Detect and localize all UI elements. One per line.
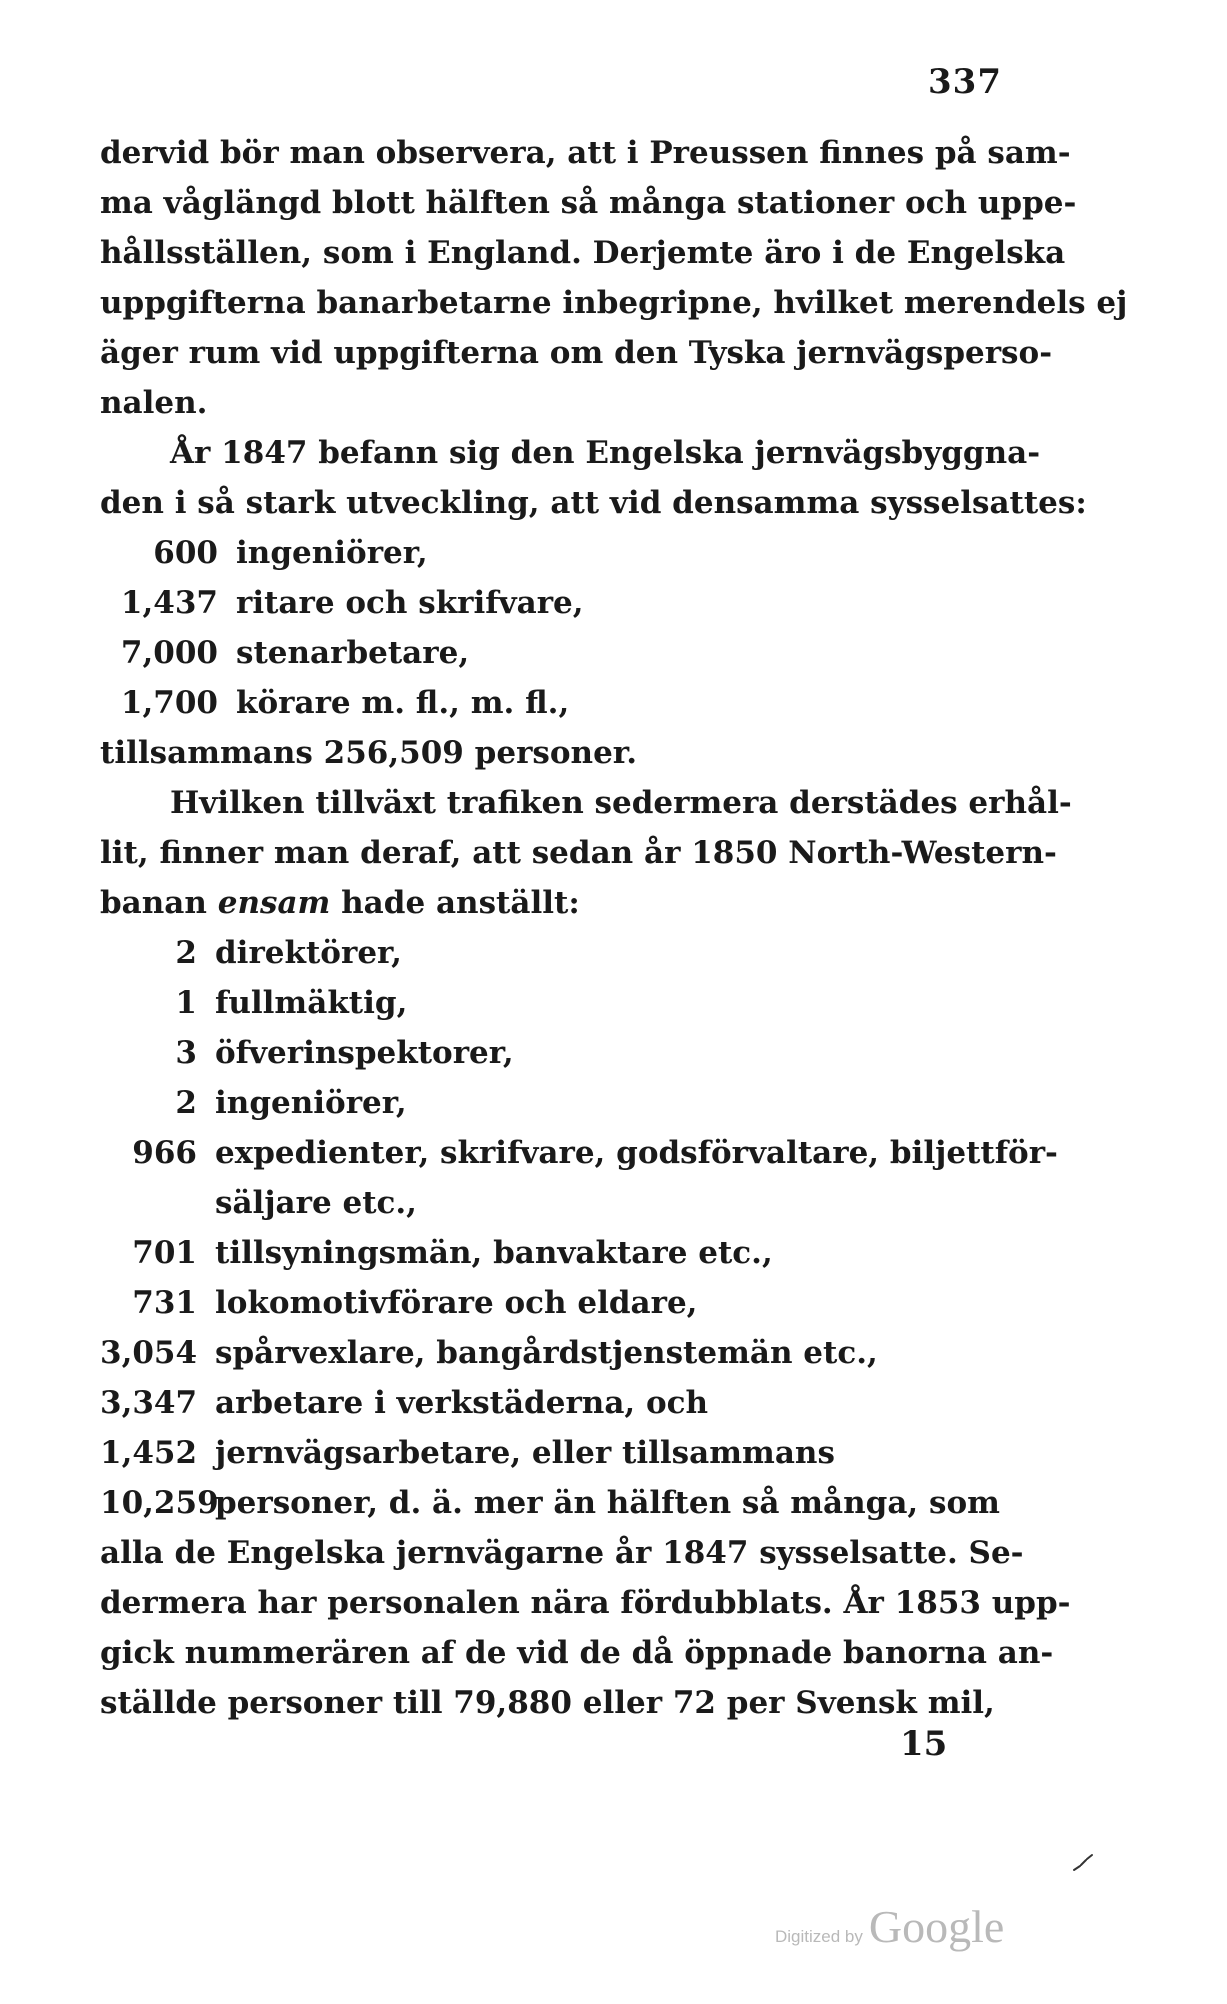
list-number: 3,347 [100, 1385, 198, 1421]
list-item [100, 1178, 1035, 1228]
list-label: ritare och skrifvare, [236, 585, 584, 621]
list-number: 1 [175, 985, 197, 1021]
text-line: hållsställen, som i England. Derjemte äro i de Engelska [100, 235, 1066, 271]
list-label: lokomotivförare och eldare, [215, 1285, 698, 1321]
list-label: expedienter, skrifvare, godsförvaltare, biljettför- [215, 1135, 1058, 1171]
list-number: 2 [175, 1085, 197, 1121]
signature-mark: 15 [900, 1724, 948, 1764]
list-label: öfverinspektorer, [215, 1035, 514, 1071]
digitized-label: Digitized by [775, 1927, 863, 1946]
text-line: den i så stark utveckling, att vid densamma sysselsattes: [100, 485, 1087, 521]
list-item [100, 1228, 1035, 1278]
list-number: 966 [132, 1135, 197, 1171]
text-line: alla de Engelska jernvägarne år 1847 sysselsatte. Se- [100, 1535, 1024, 1571]
text-line: Hvilken tillväxt trafiken sedermera derstädes erhål- [170, 785, 1072, 821]
text-line: gick nummerären af de vid de då öppnade banorna an- [100, 1635, 1054, 1671]
list-number: 1,452 [100, 1435, 198, 1471]
list-number: 1,437 [120, 585, 218, 621]
list-item [100, 1278, 1035, 1328]
text-segment: banan [100, 885, 207, 921]
list-label: direktörer, [215, 935, 402, 971]
list-label: ingeniörer, [236, 535, 428, 571]
list-item [100, 1128, 1058, 1178]
list-item [100, 1328, 1035, 1378]
text-line: dermera har personalen nära fördubblats. År 1853 upp- [100, 1585, 1071, 1621]
list-item [100, 578, 1035, 628]
list-label: stenarbetare, [236, 635, 470, 671]
page-text [100, 128, 1128, 1728]
list-label: körare m. fl., m. fl., [236, 685, 570, 721]
text-line: nalen. [100, 385, 208, 421]
list-label: ingeniörer, [215, 1085, 407, 1121]
list-item [100, 1028, 1035, 1078]
text-line: uppgifterna banarbetarne inbegripne, hvilket merendels ej [100, 285, 1128, 321]
google-logo: Google [868, 1901, 1005, 1952]
list-number: 701 [132, 1235, 197, 1271]
text-segment: hade anställt: [341, 885, 580, 921]
list-label: säljare etc., [215, 1185, 417, 1221]
list-item [100, 678, 1035, 728]
list-item [100, 1378, 1035, 1428]
text-line [100, 878, 1035, 928]
list-item [100, 628, 1035, 678]
list-item [100, 1478, 1035, 1528]
list-label: tillsyningsmän, banvaktare etc., [215, 1235, 773, 1271]
list-number: 3 [175, 1035, 197, 1071]
text-line: dervid bör man observera, att i Preussen finnes på sam- [100, 135, 1071, 171]
list-total: tillsammans 256,509 personer. [100, 735, 638, 771]
list-number: 600 [153, 535, 218, 571]
text-line: lit, finner man deraf, att sedan år 1850 North-Western- [100, 835, 1057, 871]
list-item [100, 1078, 1035, 1128]
text-line: År 1847 befann sig den Engelska jernvägsbyggna- [170, 435, 1041, 471]
text-line: ställde personer till 79,880 eller 72 per Svensk mil, [100, 1685, 995, 1721]
list-label: jernvägsarbetare, eller tillsammans [215, 1435, 835, 1471]
list-label: arbetare i verkstäderna, och [215, 1385, 709, 1421]
text-line: äger rum vid uppgifterna om den Tyska jernvägsperso- [100, 335, 1053, 371]
list-number: 1,700 [120, 685, 218, 721]
list-item [100, 978, 1035, 1028]
page-number: 337 [928, 62, 1002, 102]
list-number: 3,054 [100, 1335, 198, 1371]
list-label: personer, d. ä. mer än hälften så många, som [215, 1485, 1000, 1521]
ink-mark-icon [1072, 1852, 1094, 1874]
list-number: 10,259 [100, 1485, 219, 1521]
list-item [100, 1428, 1035, 1478]
list-number: 2 [175, 935, 197, 971]
text-line: ma våglängd blott hälften så många stationer och uppe- [100, 185, 1077, 221]
list-label: spårvexlare, bangårdstjenstemän etc., [215, 1335, 878, 1371]
digitized-footer [775, 1900, 1004, 1953]
emphasis-word: ensam [217, 885, 331, 921]
list-item [100, 528, 1035, 578]
list-label: fullmäktig, [215, 985, 408, 1021]
list-item [100, 928, 1035, 978]
list-number [100, 1178, 215, 1228]
list-number: 7,000 [120, 635, 218, 671]
list-number: 731 [132, 1285, 197, 1321]
